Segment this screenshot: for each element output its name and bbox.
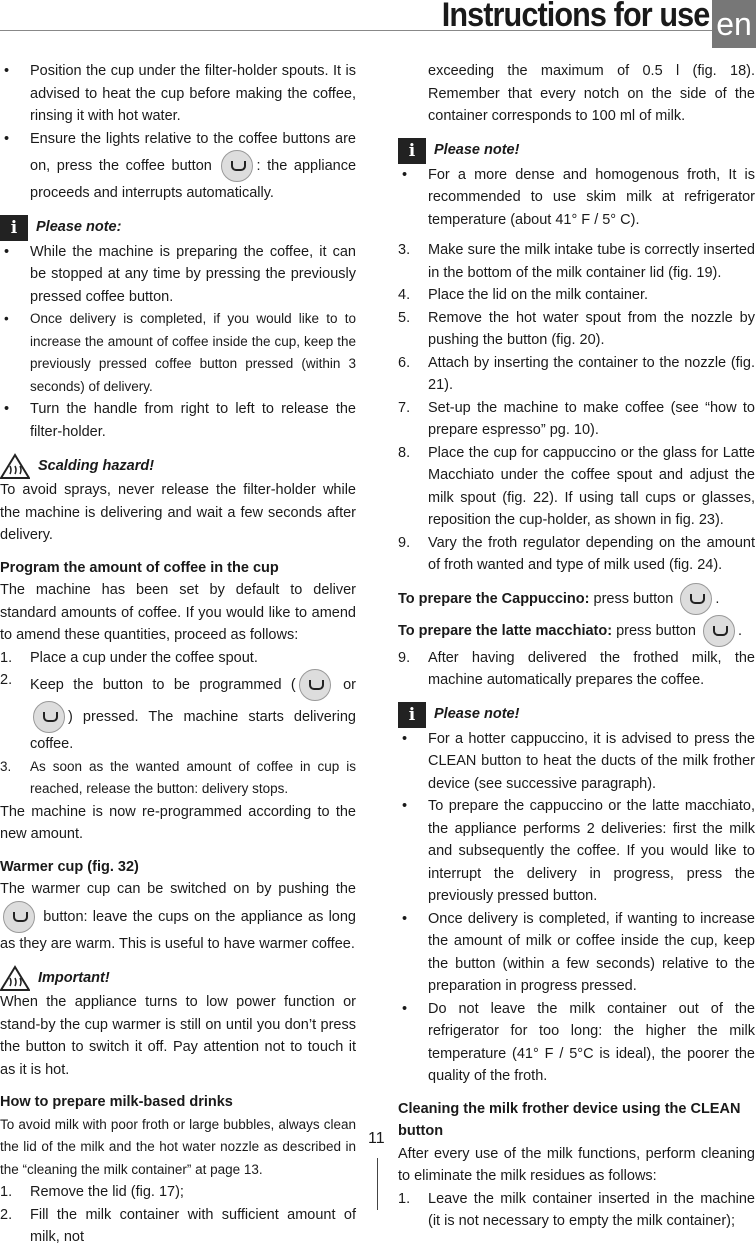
section-heading-warmer: Warmer cup (fig. 32) bbox=[0, 858, 139, 875]
program-intro: The machine has been set by default to deliver standard amounts of coffee. If you would like to amend to amend these quantities, proceed as follows: bbox=[0, 582, 356, 643]
program-step: 2. Keep the button to be programmed ( or ) pressed. The machine starts delivering coffee. bbox=[0, 669, 356, 756]
note-item: • Once delivery is completed, if wanting to increase the amount of milk or coffee inside the cup, keep the button (within a few seconds) relative to the preparation in progress pressed. bbox=[402, 910, 755, 994]
header-rule bbox=[0, 30, 712, 31]
info-icon: i bbox=[0, 215, 28, 241]
note-item: • To prepare the cappuccino or the latte macchiato, the appliance performs 2 deliveries: first the milk and subsequently the coffee. If you would like to interrupt the delivery in progress, press the previously pressed button. bbox=[402, 798, 755, 904]
note-item: • Once delivery is completed, if you would like to to increase the amount of coffee inside the cup, keep the previously pressed coffee button pressed (within 3 seconds) of delivery. bbox=[4, 311, 356, 394]
coffee-button-icon bbox=[221, 150, 253, 182]
language-badge: en bbox=[712, 0, 756, 48]
milk-intro: To avoid milk with poor froth or large bubbles, always clean the lid of the milk and the hot water nozzle as described in the “cleaning the milk container” at page 13. bbox=[0, 1116, 356, 1177]
section-heading-milk: How to prepare milk-based drinks bbox=[0, 1094, 233, 1110]
note-item: • While the machine is preparing the coffee, it can be stopped at any time by pressing the previously pressed coffee button. bbox=[4, 243, 356, 305]
milk-step: 8. Place the cup for cappuccino or the glass for Latte Macchiato under the coffee spout and adjust the milk spout (fig. 22). If using tall cups or glasses, reposition the cup-holder, as shown in fig. 23). bbox=[398, 444, 755, 528]
latte-macchiato-button-icon bbox=[703, 615, 735, 647]
important-text: When the appliance turns to low power function or stand-by the cup warmer is still on until you don’t press the button to switch it off. Pay attention not to touch it as it is hot. bbox=[0, 994, 356, 1078]
note-item: • For a hotter cappuccino, it is advised to press the CLEAN button to heat the ducts of the milk frother device (see successive paragraph). bbox=[402, 730, 755, 792]
page-number: 11 bbox=[368, 1130, 385, 1147]
single-cup-button-icon bbox=[299, 669, 331, 701]
program-step: 1. Place a cup under the coffee spout. bbox=[0, 649, 258, 666]
milk-steps-list bbox=[398, 239, 755, 577]
left-column bbox=[0, 60, 356, 1249]
bullet-item: • Position the cup under the filter-holder spouts. It is advised to heat the cup before making the coffee, rinsing it with hot water. bbox=[4, 63, 356, 124]
right-column bbox=[398, 60, 755, 1233]
note-item: • Turn the handle from right to left to release the filter-holder. bbox=[4, 401, 356, 440]
milk-step: 5. Remove the hot water spout from the nozzle by pushing the button (fig. 20). bbox=[398, 309, 755, 348]
program-step: 3. As soon as the wanted amount of coffee in cup is reached, release the button: delivery stops. bbox=[0, 758, 356, 796]
note-heading: i Please note! bbox=[398, 138, 755, 164]
note-heading: i Please note: bbox=[0, 215, 356, 241]
clean-intro: After every use of the milk functions, perform cleaning to eliminate the milk residues as follows: bbox=[398, 1145, 755, 1184]
double-cup-button-icon bbox=[33, 701, 65, 733]
cappuccino-button-icon bbox=[680, 583, 712, 615]
bullet-item: • Ensure the lights relative to the coffee buttons are on, press the coffee button : the appliance proceeds and interrupts automatically. bbox=[4, 130, 357, 201]
cappuccino-instruction: To prepare the Cappuccino: press button . bbox=[398, 583, 755, 615]
milk-step: 1. Remove the lid (fig. 17); bbox=[0, 1184, 184, 1200]
cup-warmer-button-icon bbox=[3, 901, 35, 933]
hot-surface-warning-icon bbox=[0, 965, 30, 991]
warning-text: To avoid sprays, never release the filter-holder while the machine is delivering and wait a few seconds after delivery. bbox=[0, 482, 356, 543]
latte-instruction: To prepare the latte macchiato: press button . bbox=[398, 615, 755, 647]
milk-step: 2. Fill the milk container with sufficient amount of milk, not bbox=[0, 1206, 356, 1245]
milk-step: 6. Attach by inserting the container to the nozzle (fig. 21). bbox=[398, 354, 755, 393]
milk-step: 7. Set-up the machine to make coffee (see “how to prepare espresso” pg. 10). bbox=[398, 399, 755, 438]
section-heading-clean: Cleaning the milk frother device using the CLEAN button bbox=[398, 1100, 741, 1139]
important-heading: Important! bbox=[0, 965, 356, 991]
hot-surface-warning-icon bbox=[0, 453, 30, 479]
milk-step: 9. Vary the froth regulator depending on the amount of froth wanted and type of milk used (fig. 24). bbox=[398, 534, 755, 573]
continued-text: exceeding the maximum of 0.5 l (fig. 18). Remember that every notch on the side of the container corresponds to 100 ml of milk. bbox=[428, 63, 755, 124]
footer-rule bbox=[377, 1158, 378, 1210]
clean-step: 1. Leave the milk container inserted in the machine (it is not necessary to empty the milk container); bbox=[398, 1190, 755, 1229]
program-outro: The machine is now re-programmed according to the new amount. bbox=[0, 803, 356, 842]
milk-step: 4. Place the lid on the milk container. bbox=[398, 287, 649, 303]
section-heading-program: Program the amount of coffee in the cup bbox=[0, 559, 279, 576]
note-item: • For a more dense and homogenous froth, It is recommended to use skim milk at refrigerator temperature (about 41° F / 5° C). bbox=[402, 166, 755, 228]
warning-heading: Scalding hazard! bbox=[0, 453, 356, 479]
info-icon: i bbox=[398, 138, 426, 164]
warmer-text: The warmer cup can be switched on by pushing the button: leave the cups on the appliance as long as they are warm. This is useful to have warmer coffee. bbox=[0, 881, 356, 952]
page-title: Instructions for use bbox=[441, 0, 709, 34]
note-heading: i Please note! bbox=[398, 702, 755, 728]
note-item: • Do not leave the milk container out of the refrigerator for too long: the higher the milk temperature (41° F / 5°C is ideal), the poorer the quality of the froth. bbox=[402, 1000, 755, 1084]
milk-step: 9. After having delivered the frothed milk, the machine automatically prepares the coffee. bbox=[398, 649, 755, 688]
info-icon: i bbox=[398, 702, 426, 728]
milk-step: 3. Make sure the milk intake tube is correctly inserted in the bottom of the milk container lid (fig. 19). bbox=[398, 242, 755, 281]
